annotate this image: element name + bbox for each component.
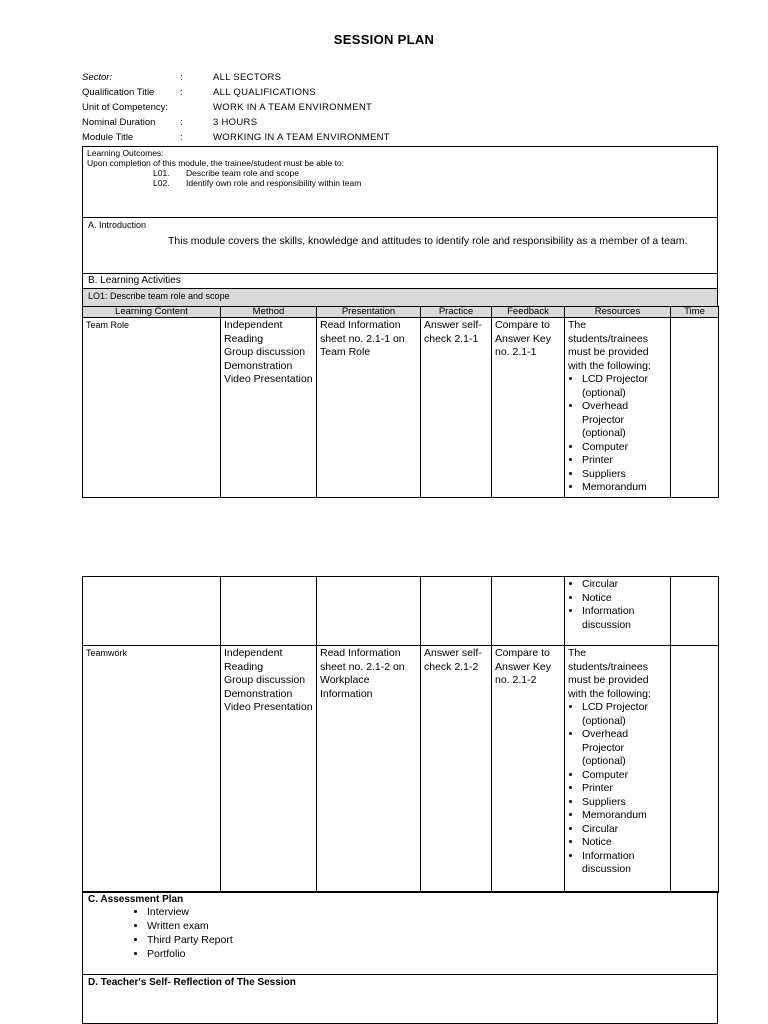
meta-label: Module Title	[82, 132, 134, 143]
assessment-heading: C. Assessment Plan	[88, 894, 184, 905]
meta-value: WORKING IN A TEAM ENVIRONMENT	[213, 132, 390, 143]
assessment-plan-box	[82, 891, 718, 975]
cell-resources	[565, 318, 671, 498]
list-item: • Third Party Report	[147, 933, 712, 947]
list-item: • Overhead Projector (optional)	[582, 728, 667, 769]
cell-time	[671, 318, 719, 498]
header-method: Method	[221, 307, 317, 318]
learning-outcomes-box	[82, 146, 718, 218]
list-item: • Circular	[582, 823, 667, 837]
cell-practice	[421, 577, 492, 646]
method-item: Video Presentation	[224, 373, 313, 385]
list-item: • Memorandum	[582, 481, 667, 495]
table-row	[83, 577, 719, 646]
resources-intro: The students/trainees must be provided with the following:	[568, 647, 651, 700]
method-item: Demonstration	[224, 687, 293, 700]
header-learning-content: Learning Content	[83, 307, 221, 318]
cell-time	[671, 646, 719, 893]
list-item: • Suppliers	[582, 468, 667, 482]
module-details	[82, 70, 390, 145]
meta-row-qualification	[82, 85, 390, 100]
list-item: • LCD Projector (optional)	[582, 701, 667, 728]
list-item: • Interview	[147, 905, 712, 919]
resources-list	[568, 373, 667, 495]
lo1-heading: LO1: Describe team role and scope	[82, 288, 718, 307]
cell-resources	[565, 577, 671, 646]
assessment-list	[133, 905, 712, 961]
outcomes-intro: Upon completion of this module, the trainee/student must be able to:	[87, 158, 345, 168]
cell-presentation: Read Information sheet no. 2.1-2 on Workplace Information	[317, 646, 421, 893]
method-item: Group discussion	[224, 674, 306, 686]
cell-practice: Answer self-check 2.1-1	[421, 318, 492, 498]
outcomes-heading: Learning Outcomes:	[87, 148, 164, 158]
cell-learning-content: Teamwork	[83, 646, 221, 893]
meta-colon: :	[180, 87, 183, 98]
outcome-number: L01.	[153, 168, 170, 178]
resources-intro: The students/trainees must be provided with the following:	[568, 319, 651, 372]
method-item: Video Presentation	[224, 701, 313, 713]
outcome-item	[87, 178, 713, 188]
meta-label: Unit of Competency:	[82, 102, 169, 113]
list-item: • Information discussion	[582, 605, 667, 632]
cell-feedback: Compare to Answer Key no. 2.1-1	[492, 318, 565, 498]
meta-value: ALL SECTORS	[213, 72, 282, 83]
list-item: • Printer	[582, 454, 667, 468]
outcome-text: Identify own role and responsibility within team	[186, 178, 362, 188]
list-item: • Suppliers	[582, 796, 667, 810]
cell-method	[221, 318, 317, 498]
activities-table-page2	[82, 576, 719, 893]
cell-method	[221, 646, 317, 893]
header-practice: Practice	[421, 307, 492, 318]
list-item: • Computer	[582, 769, 667, 783]
meta-row-sector	[82, 70, 390, 85]
introduction-box	[82, 217, 718, 274]
list-item: • LCD Projector (optional)	[582, 373, 667, 400]
cell-feedback: Compare to Answer Key no. 2.1-2	[492, 646, 565, 893]
learning-activities-heading: B. Learning Activities	[82, 273, 718, 289]
cell-practice: Answer self-check 2.1-2	[421, 646, 492, 893]
meta-row-unit	[82, 100, 390, 115]
resources-list	[568, 578, 667, 632]
list-item: • Overhead Projector (optional)	[582, 400, 667, 441]
table-row	[83, 318, 719, 498]
method-item: Independent Reading	[224, 319, 283, 345]
meta-colon: :	[180, 72, 183, 83]
list-item: • Information discussion	[582, 850, 667, 877]
header-time: Time	[671, 307, 719, 318]
header-presentation: Presentation	[317, 307, 421, 318]
list-item: • Portfolio	[147, 947, 712, 961]
method-item: Independent Reading	[224, 647, 283, 673]
introduction-heading: A. Introduction	[88, 220, 147, 230]
list-item: • Notice	[582, 836, 667, 850]
meta-value: WORK IN A TEAM ENVIRONMENT	[213, 102, 373, 113]
list-item: • Memorandum	[582, 809, 667, 823]
cell-presentation: Read Information sheet no. 2.1-1 on Team Role	[317, 318, 421, 498]
activities-table-page1	[82, 306, 719, 498]
method-item: Demonstration	[224, 359, 293, 372]
page-title: SESSION PLAN	[333, 32, 435, 47]
outcome-text: Describe team role and scope	[186, 168, 299, 178]
header-resources: Resources	[565, 307, 671, 318]
cell-presentation	[317, 577, 421, 646]
method-item: Group discussion	[224, 346, 306, 358]
introduction-text: This module covers the skills, knowledge and attitudes to identify role and responsibility as a member of a team.	[168, 235, 688, 247]
self-reflection-box	[82, 974, 718, 1024]
meta-value: ALL QUALIFICATIONS	[213, 87, 317, 98]
meta-row-module	[82, 130, 390, 145]
cell-learning-content: Team Role	[83, 318, 221, 498]
cell-feedback	[492, 577, 565, 646]
meta-colon: :	[180, 132, 183, 143]
meta-label: Sector:	[82, 72, 113, 83]
meta-row-duration	[82, 115, 390, 130]
list-item: • Circular	[582, 578, 667, 592]
table-row	[83, 646, 719, 893]
table-header-row	[83, 307, 719, 318]
cell-method	[221, 577, 317, 646]
outcome-number: L02.	[153, 178, 170, 188]
list-item: • Written exam	[147, 919, 712, 933]
header-feedback: Feedback	[492, 307, 565, 318]
meta-value: 3 HOURS	[213, 117, 258, 128]
list-item: • Computer	[582, 441, 667, 455]
reflection-heading: D. Teacher's Self- Reflection of The Session	[88, 977, 296, 988]
cell-resources	[565, 646, 671, 893]
list-item: • Notice	[582, 592, 667, 606]
meta-label: Nominal Duration	[82, 117, 156, 128]
meta-colon: :	[180, 117, 183, 128]
cell-learning-content	[83, 577, 221, 646]
resources-list	[568, 701, 667, 877]
list-item: • Printer	[582, 782, 667, 796]
outcome-item	[87, 168, 713, 178]
cell-time	[671, 577, 719, 646]
meta-label: Qualification Title	[82, 87, 155, 98]
